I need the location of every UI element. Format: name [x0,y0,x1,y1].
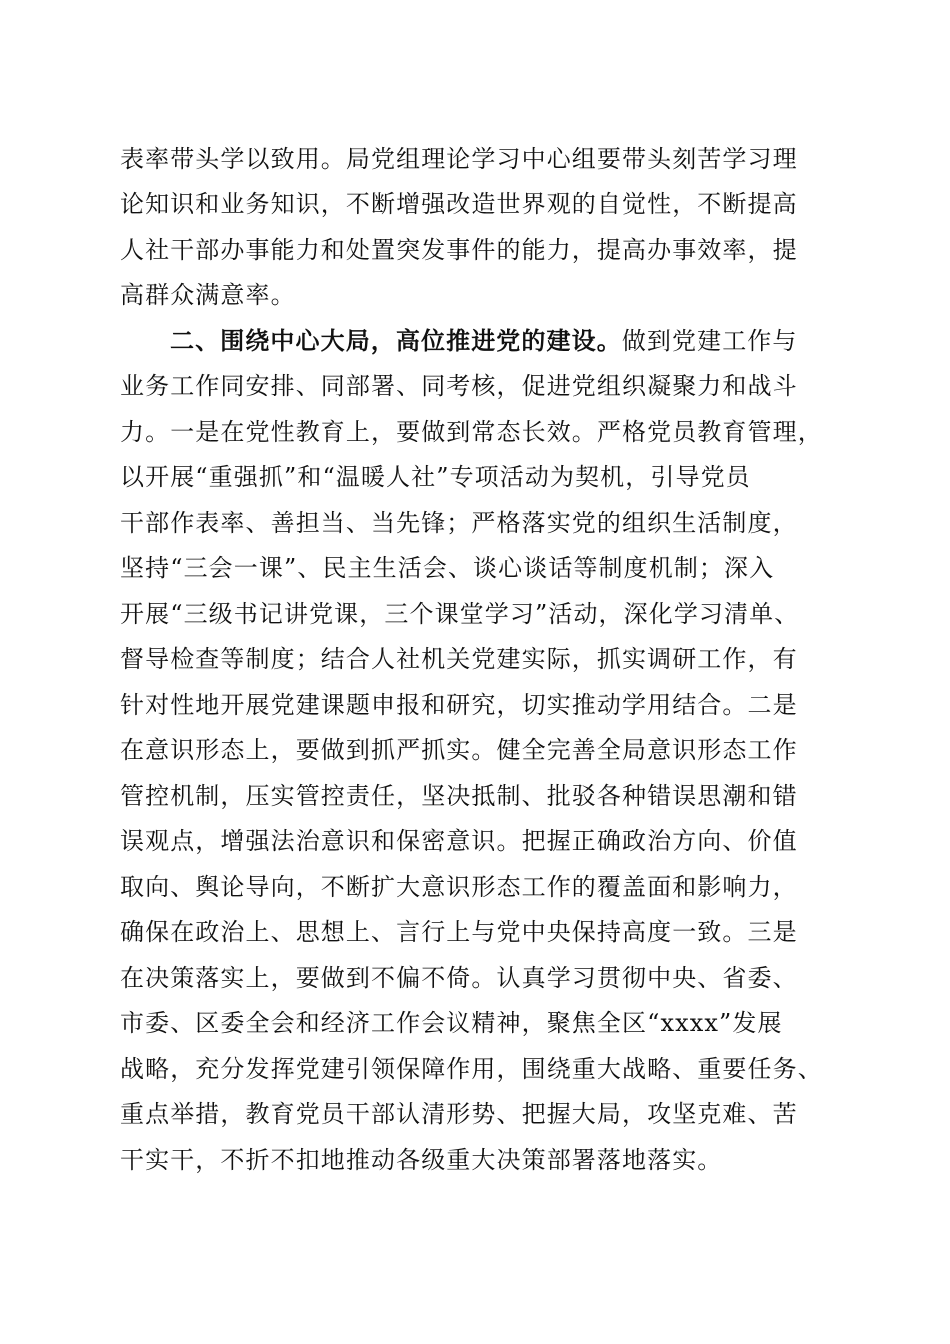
paragraph-line: 确保在政治上、思想上、言行上与党中央保持高度一致。三是 [120,918,798,946]
paragraph-line: 表率带头学以致用。局党组理论学习中心组要带头刻苦学习理 [120,145,798,173]
paragraph-line: 人社干部办事能力和处置突发事件的能力，提高办事效率，提 [120,236,798,264]
paragraph-line: 误观点，增强法治意识和保密意识。把握正确政治方向、价值 [120,827,798,855]
heading-continuation: 做到党建工作与 [621,327,798,355]
paragraph-line: 坚持“三会一课”、民主生活会、谈心谈话等制度机制；深入 [120,554,775,582]
paragraph-line: 以开展“重强抓”和“温暖人社”专项活动为契机，引导党员 [120,463,751,491]
paragraph-line: 取向、舆论导向，不断扩大意识形态工作的覆盖面和影响力， [120,873,798,901]
paragraph-line: 干部作表率、善担当、当先锋；严格落实党的组织生活制度， [120,509,798,537]
paragraph-line: 干实干，不折不扣地推动各级重大决策部署落地落实。 [120,1146,723,1174]
paragraph-line: 在意识形态上，要做到抓严抓实。健全完善全局意识形态工作 [120,736,798,764]
paragraph-line: 战略，充分发挥党建引领保障作用，围绕重大战略、重要任务、 [120,1055,823,1083]
paragraph-line: 论知识和业务知识，不断增强改造世界观的自觉性，不断提高 [120,190,798,218]
paragraph-line: 高群众满意率。 [120,281,296,309]
paragraph-line: 开展“三级书记讲党课，三个课堂学习”活动，深化学习清单、 [120,600,800,628]
paragraph-line: 力。一是在党性教育上，要做到常态长效。严格党员教育管理， [120,418,823,446]
paragraph-line: 督导检查等制度；结合人社机关党建实际，抓实调研工作，有 [120,645,798,673]
paragraph-line: 针对性地开展党建课题申报和研究，切实推动学用结合。二是 [120,691,798,719]
paragraph-line: 重点举措，教育党员干部认清形势、把握大局，攻坚克难、苦 [120,1100,798,1128]
paragraph-line: 在决策落实上，要做到不偏不倚。认真学习贯彻中央、省委、 [120,964,798,992]
section-heading: 二、围绕中心大局，高位推进党的建设。 [170,326,622,355]
paragraph-line: 管控机制，压实管控责任，坚决抵制、批驳各种错误思潮和错 [120,782,798,810]
paragraph-line: 业务工作同安排、同部署、同考核，促进党组织凝聚力和战斗 [120,372,798,400]
paragraph-first-line [170,326,798,356]
paragraph-line: 市委、区委全会和经济工作会议精神，聚焦全区“xxxx”发展 [120,1009,783,1037]
